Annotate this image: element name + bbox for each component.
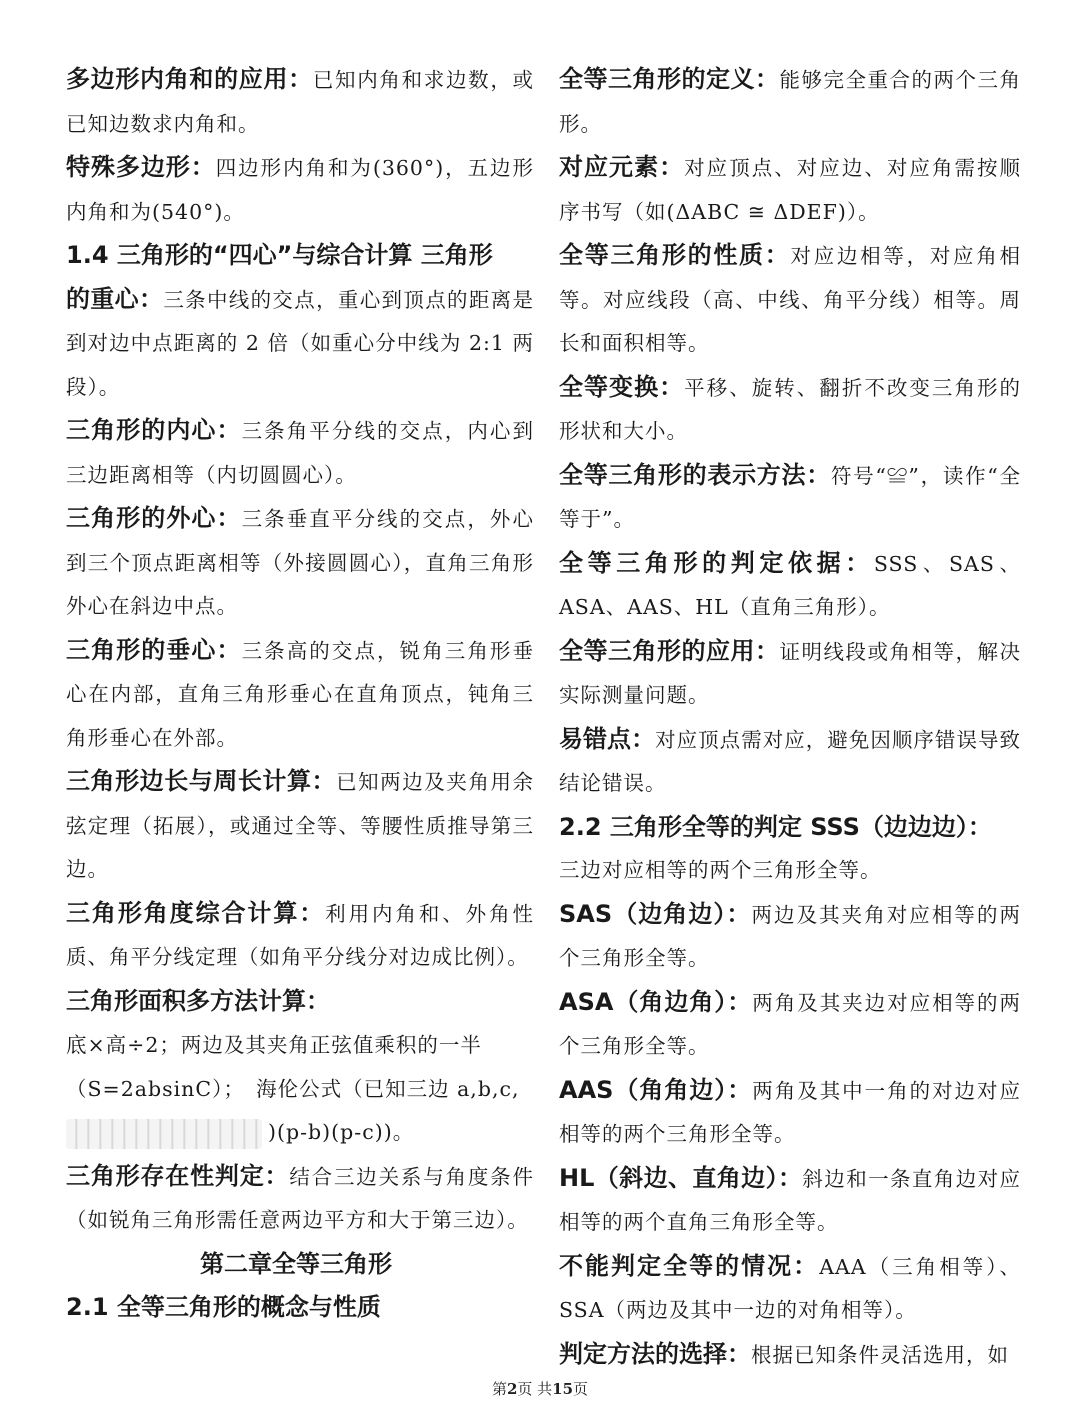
entry-asa	[559, 981, 1021, 1069]
term: 多边形内角和的应用：	[66, 65, 313, 93]
entry-notation	[559, 454, 1021, 542]
term: 易错点：	[559, 724, 656, 753]
right-column	[559, 58, 1021, 1377]
term: 三角形的内心：	[66, 416, 242, 444]
entry-area-calc	[66, 980, 534, 1025]
body-text: 三边对应相等的两个三角形全等。	[559, 858, 882, 882]
body-text: SSS、SAS、ASA、AAS、HL（直角三角形）。	[559, 551, 1021, 619]
entry-centroid	[66, 278, 534, 410]
body-text: 斜边和一条直角边对应相等的两个直角三角形全等。	[559, 1166, 1021, 1234]
redacted-region	[66, 1119, 262, 1149]
area-line-3	[66, 1111, 534, 1155]
term: HL（斜边、直角边）：	[559, 1163, 803, 1192]
term: ASA（角边角）：	[559, 987, 753, 1016]
body-text: 结合三边关系与角度条件（如锐角三角形需任意两边平方和大于第三边）。	[66, 1164, 535, 1232]
area-line-2	[66, 1068, 534, 1112]
entry-sss	[559, 849, 1021, 893]
entry-corresponding-elements	[559, 146, 1021, 234]
term: 三角形存在性判定：	[66, 1161, 290, 1190]
entry-orthocenter	[66, 629, 534, 761]
entry-aas	[559, 1069, 1021, 1157]
body-text: 已知两边及夹角用余弦定理（拓展），或通过全等、等腰性质推导第三边。	[66, 770, 534, 881]
entry-existence	[66, 1155, 534, 1243]
term: 三角形的外心：	[66, 504, 242, 532]
section-heading-2-1: 2.1 全等三角形的概念与性质	[66, 1293, 381, 1321]
current-page-number: 2	[506, 1380, 518, 1398]
term: 全等变换：	[559, 372, 685, 401]
entry-special-polygon	[66, 146, 534, 234]
section-heading-2-2: 2.2 三角形全等的判定 SSS（边边边）：	[559, 812, 992, 841]
body-text: 三条高的交点，锐角三角形垂心在内部，直角三角形垂心在直角顶点，钝角三角形垂心在外部。	[66, 638, 535, 750]
term: 三角形边长与周长计算：	[66, 767, 337, 795]
entry-not-congruent	[559, 1245, 1021, 1333]
section-heading-1-4: 1.4 三角形的“四心”与综合计算 三角形	[66, 241, 493, 269]
term: 不能判定全等的情况：	[559, 1251, 820, 1280]
body-text: 底×高÷2；两边及其夹角正弦值乘积的一半	[66, 1033, 482, 1057]
body-text: 已知内角和求边数，或已知边数求内角和。	[66, 68, 535, 136]
term: AAS（角角边）：	[559, 1075, 753, 1104]
entry-congruent-properties	[559, 234, 1021, 366]
body-text: 四边形内角和为(360°)，五边形内角和为(540°)。	[66, 156, 535, 224]
footer-prefix: 第	[491, 1380, 507, 1398]
entry-application	[559, 630, 1021, 718]
entry-congruent-transform	[559, 366, 1021, 454]
body-text: 两角及其夹边对应相等的两个三角形全等。	[559, 990, 1021, 1058]
term: 特殊多边形：	[66, 153, 216, 181]
area-line-1	[66, 1024, 534, 1068]
term: 全等三角形的判定依据：	[559, 548, 874, 577]
body-text: 平移、旋转、翻折不改变三角形的形状和大小。	[559, 375, 1022, 443]
entry-incenter	[66, 409, 534, 497]
total-page-count: 15	[552, 1380, 574, 1398]
term: 判定方法的选择：	[559, 1339, 751, 1368]
term: 三角形角度综合计算：	[66, 898, 326, 927]
entry-side-perimeter	[66, 760, 534, 892]
entry-method-choice	[559, 1333, 1021, 1378]
body-text: 对应顶点需对应，避免因顺序错误导致结论错误。	[559, 727, 1022, 795]
entry-common-mistakes	[559, 718, 1021, 806]
term: 的重心：	[66, 284, 164, 313]
body-text: 三条角平分线的交点，内心到三边距离相等（内切圆圆心）。	[66, 419, 535, 487]
body-text: 符号“≌”，读作“全等于”。	[559, 463, 1021, 531]
entry-hl	[559, 1157, 1021, 1245]
entry-criteria	[559, 542, 1021, 630]
entry-polygon-angle-application	[66, 58, 534, 146]
entry-sas	[559, 893, 1021, 981]
body-text: 对应边相等，对应角相等。对应线段（高、中线、角平分线）相等。周长和面积相等。	[559, 244, 1021, 355]
chapter-title: 第二章全等三角形	[200, 1249, 392, 1278]
term: 三角形面积多方法计算：	[66, 986, 330, 1015]
entry-circumcenter	[66, 497, 534, 629]
body-text: AAA（三角相等）、SSA（两边及其中一边的对角相等）。	[559, 1254, 1022, 1322]
left-column	[66, 58, 534, 1330]
term: 全等三角形的表示方法：	[559, 460, 831, 489]
footer-suffix: 页	[573, 1380, 589, 1398]
term: 对应元素：	[559, 153, 685, 181]
entry-congruent-definition	[559, 58, 1021, 146]
footer-mid: 页 共	[517, 1380, 553, 1398]
term: 全等三角形的性质：	[559, 241, 791, 269]
body-text: 证明线段或角相等，解决实际测量问题。	[559, 639, 1021, 707]
body-text: 两边及其夹角对应相等的两个三角形全等。	[559, 902, 1021, 970]
entry-angle-calc	[66, 892, 534, 980]
body-text: 对应顶点、对应边、对应角需按顺序书写（如(ΔABC ≅ ΔDEF)）。	[559, 156, 1022, 224]
body-text: 两角及其中一角的对边对应相等的两个三角形全等。	[559, 1078, 1021, 1146]
body-text: )(p-b)(p-c))。	[268, 1120, 415, 1144]
body-text: 三条中线的交点，重心到顶点的距离是到对边中点距离的 2 倍（如重心分中线为 2:1 两段）。	[66, 287, 535, 399]
term: SAS（边角边）：	[559, 899, 752, 928]
page-footer	[0, 1378, 1080, 1399]
body-text: 利用内角和、外角性质、角平分线定理（如角平分线分对边成比例）。	[66, 901, 535, 969]
body-text: 三条垂直平分线的交点，外心到三个顶点距离相等（外接圆圆心），直角三角形外心在斜边中点。	[66, 507, 535, 618]
body-text: 能够完全重合的两个三角形。	[559, 68, 1021, 136]
body-text: （S=2absinC）； 海伦公式（已知三边 a,b,c,	[66, 1076, 520, 1101]
term: 全等三角形的应用：	[559, 636, 780, 665]
term: 三角形的垂心：	[66, 635, 242, 664]
body-text: 根据已知条件灵活选用，如	[751, 1342, 1009, 1367]
term: 全等三角形的定义：	[559, 65, 780, 93]
